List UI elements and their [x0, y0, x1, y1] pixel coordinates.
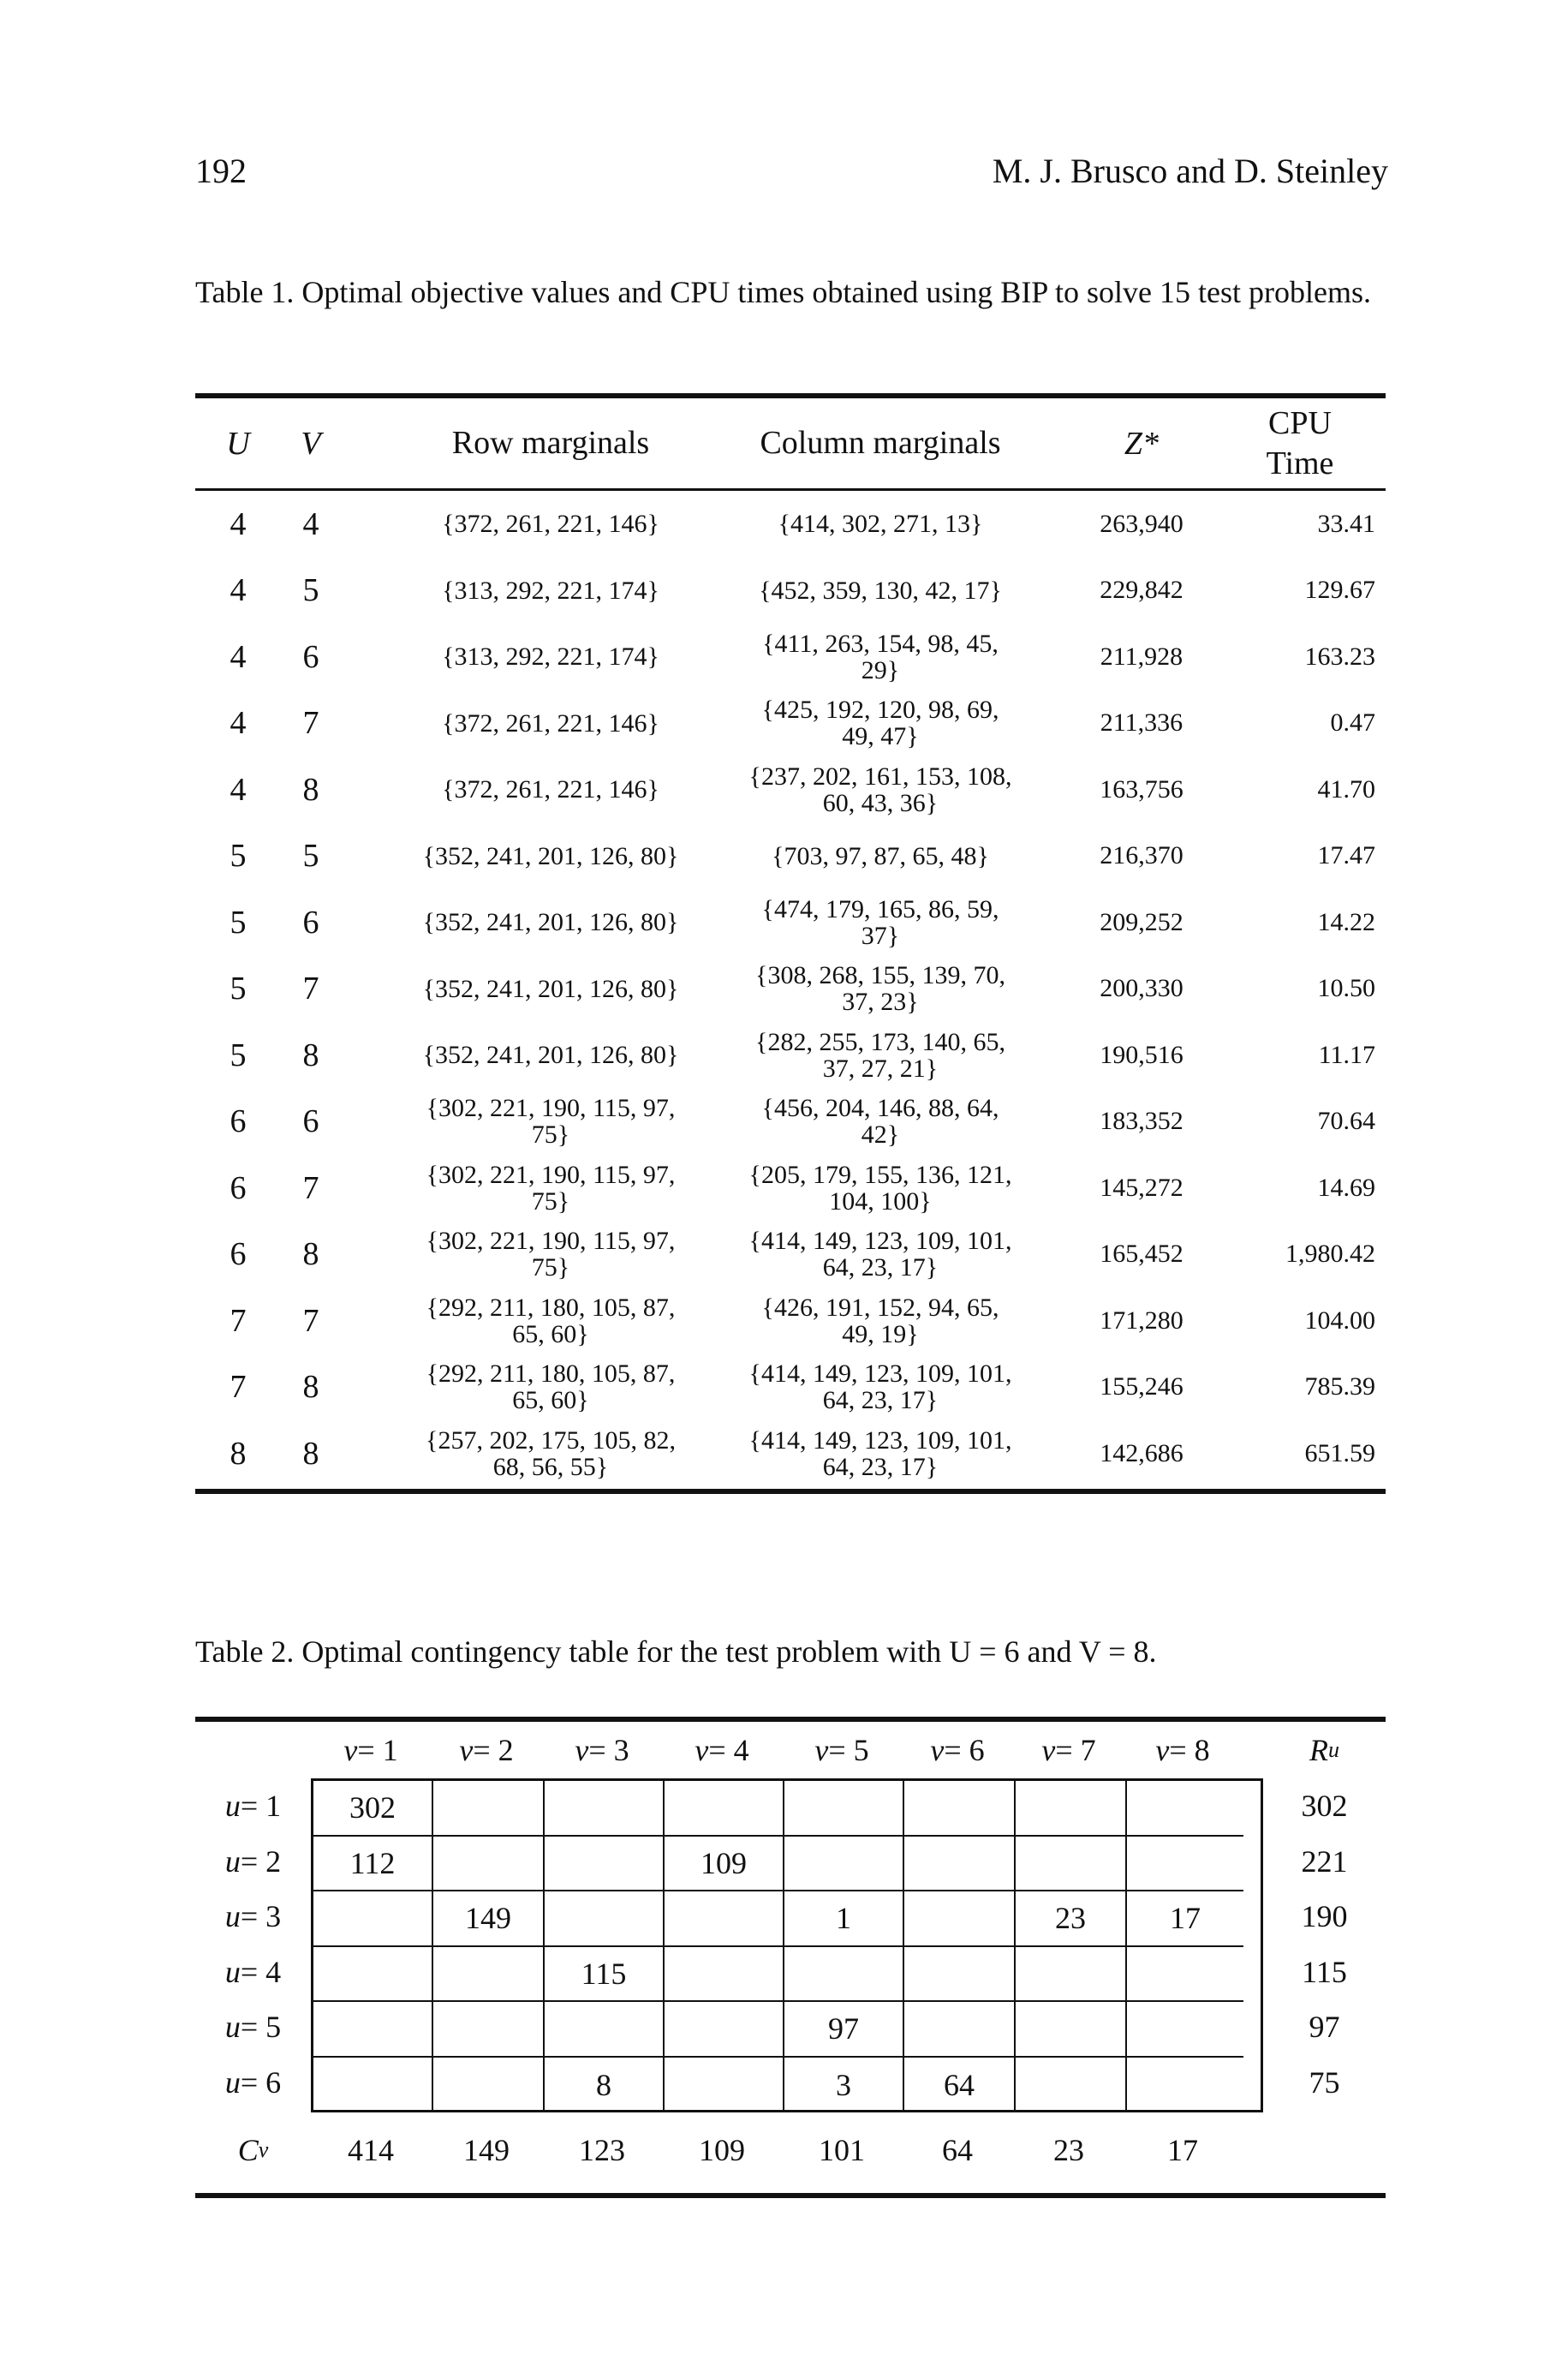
cell-v: 8: [302, 771, 319, 808]
cell-column-marginals: {282, 255, 173, 140, 65, 37, 27, 21}: [755, 1027, 1005, 1083]
header-row-marginals: Row marginals: [451, 425, 650, 461]
cell-cpu-time: 33.41: [1317, 509, 1375, 538]
cell-column-marginals: {426, 191, 152, 94, 65, 49, 19}: [761, 1293, 999, 1348]
cell-z: 200,330: [1100, 974, 1183, 1003]
grid-cell: [784, 1781, 904, 1837]
cell-row-marginals: {352, 241, 201, 126, 80}: [422, 841, 679, 870]
cell-z: 229,842: [1100, 576, 1183, 605]
cell-cpu-time: 70.64: [1317, 1107, 1375, 1136]
table2: [195, 1717, 1386, 2198]
grid-cell: [1016, 1781, 1127, 1837]
grid-cell: [784, 1837, 904, 1892]
table1-row: [195, 1089, 1386, 1156]
cell-column-marginals: {205, 179, 155, 136, 121, 104, 100}: [748, 1160, 1012, 1216]
cell-cpu-time: 104.00: [1304, 1306, 1375, 1335]
table1: [195, 393, 1386, 1494]
header-cpu-time: [1223, 398, 1377, 488]
grid-cell: [904, 1891, 1016, 1947]
cell-cpu-time: 17.47: [1317, 841, 1375, 870]
cell-column-marginals: {456, 204, 146, 88, 64, 42}: [761, 1094, 999, 1150]
header-v: V: [301, 425, 321, 462]
table1-row: [195, 956, 1386, 1023]
col-total-v6: 64: [942, 2133, 973, 2167]
grid-cell: [433, 1837, 545, 1892]
row-total-u5: 97: [1309, 2010, 1340, 2045]
running-head: M. J. Brusco and D. Steinley: [992, 152, 1388, 190]
grid-cell: [313, 2058, 433, 2113]
grid-cell: [904, 1947, 1016, 2003]
cell-u: 4: [230, 771, 247, 808]
cell-v: 5: [302, 838, 319, 875]
page-number: 192: [195, 152, 247, 190]
cell-u: 8: [230, 1435, 247, 1472]
cell-row-marginals: {257, 202, 175, 105, 82, 68, 56, 55}: [426, 1425, 676, 1481]
cell-z: 263,940: [1100, 509, 1183, 538]
cell-cpu-time: 14.22: [1317, 907, 1375, 936]
grid-cell: [545, 1837, 665, 1892]
cell-u: 7: [230, 1302, 247, 1339]
cell-column-marginals: {425, 192, 120, 98, 69, 49, 47}: [761, 696, 999, 751]
table1-row: [195, 823, 1386, 890]
cell-row-marginals: {302, 221, 190, 115, 97, 75}: [426, 1227, 676, 1282]
col-header-v1: v = 1: [343, 1733, 398, 1767]
grid-cell: [1016, 1837, 1127, 1892]
table1-header-row: [195, 398, 1386, 491]
grid-cell: [1016, 1947, 1127, 2003]
grid-cell: 8: [545, 2058, 665, 2113]
col-header-v8: v = 8: [1155, 1733, 1210, 1767]
grid-cell: [313, 1947, 433, 2003]
grid-cell: 149: [433, 1891, 545, 1947]
grid-cell: [1127, 2002, 1243, 2058]
cell-column-marginals: {452, 359, 130, 42, 17}: [759, 576, 1002, 605]
col-total-v7: 23: [1053, 2133, 1084, 2167]
cell-z: 163,756: [1100, 774, 1183, 804]
cell-cpu-time: 14.69: [1317, 1173, 1375, 1202]
table1-caption: Table 1. Optimal objective values and CPU times obtained using BIP to solve 15 test problems.: [195, 275, 1371, 309]
row-label-u4: u = 4: [224, 1954, 282, 1989]
table1-row: [195, 690, 1386, 757]
cell-v: 8: [302, 1037, 319, 1073]
row-total-u1: 302: [1301, 1789, 1348, 1824]
cell-v: 6: [302, 1103, 319, 1140]
table1-row: [195, 558, 1386, 624]
cell-z: 142,686: [1100, 1438, 1183, 1467]
col-total-v8: 17: [1167, 2133, 1198, 2167]
grid-cell: [1016, 2002, 1127, 2058]
grid-cell: [1127, 2058, 1243, 2113]
cell-u: 5: [230, 1037, 247, 1073]
cell-u: 7: [230, 1369, 247, 1406]
row-label-u1: u = 1: [224, 1789, 282, 1824]
cell-v: 7: [302, 971, 319, 1007]
table1-row: [195, 624, 1386, 690]
col-header-v4: v = 4: [695, 1733, 749, 1767]
cell-z: 190,516: [1100, 1040, 1183, 1069]
cell-row-marginals: {352, 241, 201, 126, 80}: [422, 1041, 679, 1070]
cell-cpu-time: 0.47: [1330, 708, 1375, 738]
cell-z: 165,452: [1100, 1240, 1183, 1269]
header-cpu-line1: CPU: [1268, 404, 1332, 441]
grid-cell: 109: [665, 1837, 784, 1892]
cell-z: 216,370: [1100, 841, 1183, 870]
row-total-u4: 115: [1302, 1954, 1347, 1989]
table1-row: [195, 491, 1386, 558]
cell-z: 209,252: [1100, 907, 1183, 936]
table1-row: [195, 1222, 1386, 1288]
col-total-v1: 414: [348, 2133, 394, 2167]
table1-row: [195, 1155, 1386, 1222]
cell-column-marginals: {703, 97, 87, 65, 48}: [772, 841, 989, 870]
row-label-u3: u = 3: [224, 1899, 282, 1934]
grid-cell: 3: [784, 2058, 904, 2113]
cell-u: 5: [230, 904, 247, 941]
cell-v: 8: [302, 1236, 319, 1273]
grid-cell: [433, 2002, 545, 2058]
cell-cpu-time: 129.67: [1304, 576, 1375, 605]
cell-column-marginals: {308, 268, 155, 139, 70, 37, 23}: [755, 961, 1005, 1017]
grid-cell: [665, 1781, 784, 1837]
grid-cell: 112: [313, 1837, 433, 1892]
col-header-v3: v = 3: [575, 1733, 629, 1767]
col-total-v4: 109: [699, 2133, 745, 2167]
cell-z: 183,352: [1100, 1107, 1183, 1136]
grid-cell: 97: [784, 2002, 904, 2058]
table1-row: [195, 1420, 1386, 1487]
grid-cell: [1127, 1837, 1243, 1892]
cell-row-marginals: {352, 241, 201, 126, 80}: [422, 974, 679, 1003]
col-header-v7: v = 7: [1041, 1733, 1096, 1767]
cell-column-marginals: {237, 202, 161, 153, 108, 60, 43, 36}: [748, 762, 1012, 817]
cell-cpu-time: 1,980.42: [1285, 1240, 1375, 1269]
cell-row-marginals: {292, 211, 180, 105, 87, 65, 60}: [426, 1293, 676, 1348]
grid-cell: [545, 2002, 665, 2058]
cell-u: 6: [230, 1236, 247, 1273]
grid-cell: [313, 2002, 433, 2058]
cell-cpu-time: 785.39: [1304, 1372, 1375, 1401]
row-label-u5: u = 5: [224, 2010, 282, 2045]
grid-cell: 1: [784, 1891, 904, 1947]
cell-u: 4: [230, 505, 247, 542]
cell-v: 7: [302, 705, 319, 742]
header-z: Z*: [1124, 425, 1160, 462]
cell-row-marginals: {313, 292, 221, 174}: [442, 642, 659, 672]
cell-u: 5: [230, 971, 247, 1007]
cell-row-marginals: {302, 221, 190, 115, 97, 75}: [426, 1160, 676, 1216]
cell-z: 171,280: [1100, 1306, 1183, 1335]
col-header-v2: v = 2: [459, 1733, 514, 1767]
cell-row-marginals: {352, 241, 201, 126, 80}: [422, 908, 679, 937]
col-header-v6: v = 6: [930, 1733, 985, 1767]
cell-z: 155,246: [1100, 1372, 1183, 1401]
grid-cell: [904, 1781, 1016, 1837]
cell-u: 5: [230, 838, 247, 875]
grid-cell: 17: [1127, 1891, 1243, 1947]
grid-cell: [784, 1947, 904, 2003]
grid-cell: [904, 2002, 1016, 2058]
row-label-u6: u = 6: [224, 2064, 282, 2100]
grid-cell: 115: [545, 1947, 665, 2003]
cell-cpu-time: 651.59: [1304, 1438, 1375, 1467]
table1-row: [195, 1288, 1386, 1354]
cell-v: 8: [302, 1435, 319, 1472]
cell-column-marginals: {414, 149, 123, 109, 101, 64, 23, 17}: [748, 1227, 1012, 1282]
col-total-v3: 123: [579, 2133, 625, 2167]
col-total-v5: 101: [819, 2133, 865, 2167]
cell-column-marginals: {411, 263, 154, 98, 45, 29}: [762, 629, 999, 684]
grid-cell: 64: [904, 2058, 1016, 2113]
grid-cell: 302: [313, 1781, 433, 1837]
table1-body: [195, 491, 1386, 1489]
cell-u: 6: [230, 1169, 247, 1206]
cell-column-marginals: {414, 302, 271, 13}: [778, 510, 983, 539]
cell-row-marginals: {292, 211, 180, 105, 87, 65, 60}: [426, 1359, 676, 1415]
table1-row: [195, 889, 1386, 956]
cell-cpu-time: 41.70: [1317, 774, 1375, 804]
cell-z: 211,928: [1100, 642, 1183, 671]
grid-cell: [433, 1947, 545, 2003]
cell-v: 6: [302, 904, 319, 941]
header-cpu-line2: Time: [1266, 445, 1334, 481]
grid-cell: [1016, 2058, 1127, 2113]
cell-cpu-time: 10.50: [1317, 974, 1375, 1003]
contingency-grid: [311, 1778, 1263, 2112]
col-total-v2: 149: [463, 2133, 510, 2167]
cell-column-marginals: {414, 149, 123, 109, 101, 64, 23, 17}: [748, 1425, 1012, 1481]
cell-u: 6: [230, 1103, 247, 1140]
row-total-u2: 221: [1301, 1843, 1348, 1879]
grid-cell: [1127, 1781, 1243, 1837]
header-u: U: [226, 425, 250, 462]
cell-row-marginals: {372, 261, 221, 146}: [442, 510, 659, 539]
cell-v: 7: [302, 1302, 319, 1339]
cell-row-marginals: {372, 261, 221, 146}: [442, 708, 659, 738]
cell-v: 4: [302, 505, 319, 542]
grid-cell: 23: [1016, 1891, 1127, 1947]
header-column-marginals: Column marginals: [760, 425, 1001, 461]
cell-row-marginals: {313, 292, 221, 174}: [442, 576, 659, 605]
grid-cell: [313, 1891, 433, 1947]
grid-cell: [665, 2058, 784, 2113]
col-header-v5: v = 5: [814, 1733, 869, 1767]
cell-z: 145,272: [1100, 1173, 1183, 1202]
grid-cell: [433, 1781, 545, 1837]
cell-row-marginals: {302, 221, 190, 115, 97, 75}: [426, 1094, 676, 1150]
grid-cell: [1127, 1947, 1243, 2003]
col-total-header: C v: [237, 2133, 269, 2167]
cell-cpu-time: 163.23: [1304, 642, 1375, 671]
cell-column-marginals: {474, 179, 165, 86, 59, 37}: [761, 894, 999, 950]
cell-z: 211,336: [1100, 708, 1183, 738]
grid-cell: [545, 1891, 665, 1947]
grid-cell: [665, 2002, 784, 2058]
cell-v: 8: [302, 1369, 319, 1406]
cell-column-marginals: {414, 149, 123, 109, 101, 64, 23, 17}: [748, 1359, 1012, 1415]
grid-cell: [904, 1837, 1016, 1892]
grid-cell: [665, 1891, 784, 1947]
table1-row: [195, 1022, 1386, 1089]
cell-v: 5: [302, 572, 319, 609]
cell-u: 4: [230, 572, 247, 609]
grid-cell: [545, 1781, 665, 1837]
table2-caption: Table 2. Optimal contingency table for the test problem with U = 6 and V = 8.: [195, 1634, 1157, 1669]
table1-row: [195, 756, 1386, 823]
table1-row: [195, 1354, 1386, 1421]
grid-cell: [433, 2058, 545, 2113]
grid-cell: [665, 1947, 784, 2003]
row-label-u2: u = 2: [224, 1843, 282, 1879]
row-total-u3: 190: [1301, 1899, 1348, 1934]
row-total-u6: 75: [1309, 2064, 1340, 2100]
cell-v: 7: [302, 1169, 319, 1206]
cell-u: 4: [230, 638, 247, 675]
cell-u: 4: [230, 705, 247, 742]
cell-cpu-time: 11.17: [1318, 1040, 1375, 1069]
row-total-header: R u: [1309, 1733, 1339, 1767]
cell-row-marginals: {372, 261, 221, 146}: [442, 775, 659, 804]
cell-v: 6: [302, 638, 319, 675]
